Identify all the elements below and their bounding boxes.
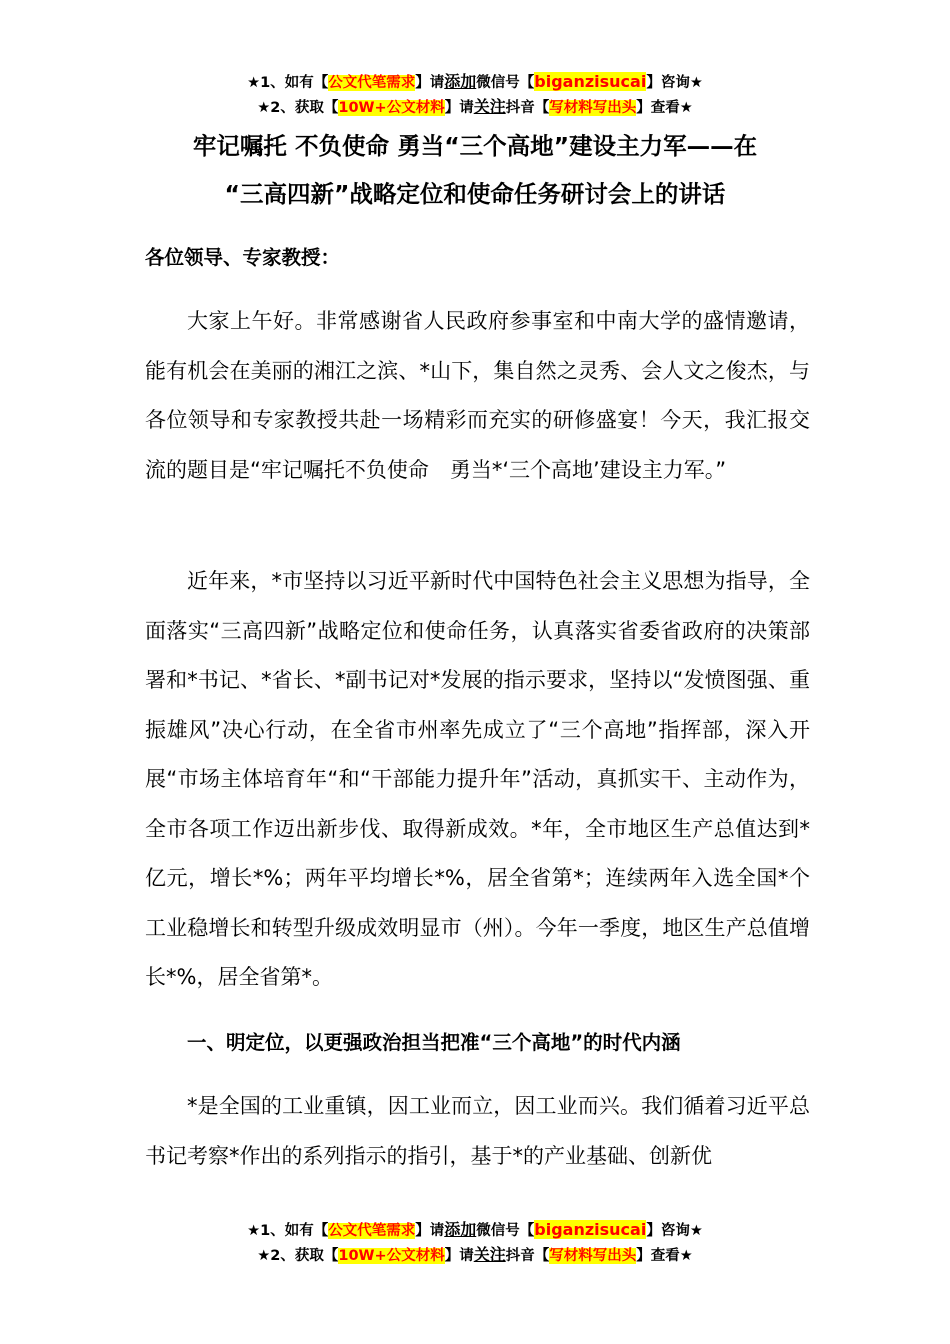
banner-text: 抖音【	[505, 1248, 550, 1264]
banner-text: ★1、如有【	[247, 1223, 329, 1239]
banner-text: 抖音【	[505, 100, 550, 116]
banner-text: ★1、如有【	[247, 75, 329, 91]
paragraph-2: 近年来，*市坚持以习近平新时代中国特色社会主义思想为指导，全面落实“三高四新”战略定位和使命任务，认真落实省委省政府的决策部署和*书记、*省长、*副书记对*发展的指示要求，坚持以“发愤图强、重振雄风”决心行动，在全省市州率先成立了“三个高地”指挥部，深入开展“市场主体培育年“和“干部能力提升年”活动，真抓实干、主动作为，全市各项工作迈出新步伐、取得新成效。*年，全市地区生产总值达到*亿元，增长*%；两年平均增长*%，居全省第*；连续两年入选全国*个工业稳增长和转型升级成效明显市（州）。今年一季度，地区生产总值增长*%，居全省第*。	[145, 569, 810, 989]
footer-banner	[0, 1218, 950, 1268]
banner-highlight: 公文代笔需求	[328, 1223, 416, 1239]
banner-highlight: biganzisucai	[534, 1220, 647, 1239]
banner-underlined: 添加	[444, 1220, 477, 1239]
document-title-line-1: 牢记嘱托 不负使命 勇当“三个高地”建设主力军——在	[192, 132, 758, 160]
document-title-line-2: “三高四新”战略定位和使命任务研讨会上的讲话	[224, 180, 726, 208]
banner-line-2	[0, 95, 950, 120]
banner-text: 】查看★	[636, 1248, 693, 1264]
banner-text: 】咨询★	[646, 1223, 703, 1239]
banner-underlined: 关注	[473, 97, 506, 116]
header-banner	[0, 70, 950, 120]
banner-underlined: 添加	[444, 72, 477, 91]
banner-highlight: 写材料写出头	[549, 100, 637, 116]
paragraph-3: *是全国的工业重镇，因工业而立，因工业而兴。我们循着习近平总书记考察*作出的系列指示的指引，基于*的产业基础、创新优	[145, 1094, 810, 1168]
banner-line-1	[0, 1218, 950, 1243]
banner-highlight: biganzisucai	[534, 72, 647, 91]
banner-text: 】请	[444, 1248, 474, 1264]
section-heading-1: 一、明定位，以更强政治担当把准“三个高地”的时代内涵	[187, 1031, 681, 1054]
banner-text: 】请	[415, 75, 445, 91]
banner-text: 】请	[415, 1223, 445, 1239]
banner-text: ★2、获取【	[257, 100, 339, 116]
banner-text: 】咨询★	[646, 75, 703, 91]
salutation: 各位领导、专家教授：	[145, 246, 341, 269]
banner-text: ★2、获取【	[257, 1248, 339, 1264]
banner-highlight: 写材料写出头	[549, 1248, 637, 1264]
banner-text: 】请	[444, 100, 474, 116]
banner-highlight: 公文代笔需求	[328, 75, 416, 91]
banner-text: 微信号【	[476, 1223, 535, 1239]
banner-highlight: 10W+公文材料	[338, 100, 445, 116]
banner-underlined: 关注	[473, 1245, 506, 1264]
banner-text: 微信号【	[476, 75, 535, 91]
banner-text: 】查看★	[636, 100, 693, 116]
banner-line-2	[0, 1243, 950, 1268]
banner-highlight: 10W+公文材料	[338, 1248, 445, 1264]
paragraph-1: 大家上午好。非常感谢省人民政府参事室和中南大学的盛情邀请，能有机会在美丽的湘江之滨、*山下，集自然之灵秀、会人文之俊杰，与各位领导和专家教授共赴一场精彩而充实的研修盛宴！今天，我汇报交流的题目是“牢记嘱托不负使命 勇当*‘三个高地’建设主力军。”	[145, 309, 810, 482]
banner-line-1	[0, 70, 950, 95]
